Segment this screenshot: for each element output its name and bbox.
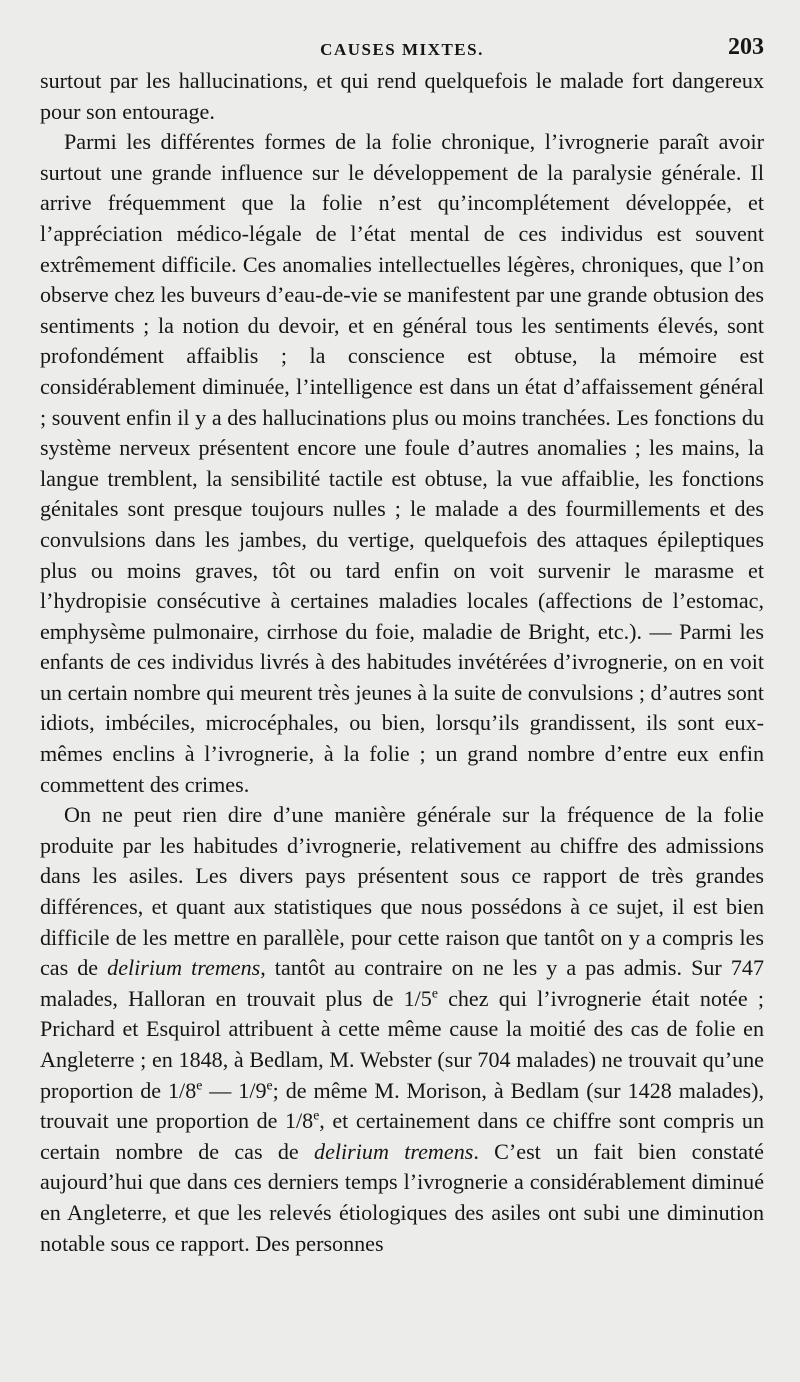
- paragraph: [40, 800, 764, 1259]
- page-number: 203: [728, 34, 764, 60]
- text-run: chez qui l’ivrognerie était notée ; Prichard et Esquirol attribuent à cette même cause la moitié des cas de folie en Angleterre ; en 1848, à Bedlam, M. Webster (sur 704 malades) ne trouvait qu’une proportion de 1/8: [40, 985, 764, 1103]
- text-run: , et certainement dans ce chiffre sont compris un certain nombre de cas de: [40, 1108, 764, 1164]
- text-run: ; de même M. Morison, à Bedlam (sur 1428 malades), trouvait une proportion de 1/8: [40, 1077, 764, 1134]
- paragraph: [40, 127, 764, 800]
- text-run: — 1/9: [202, 1077, 267, 1103]
- italic-term: delirium tremens: [107, 955, 261, 981]
- text-run: surtout par les hallucinations, et qui rend quelquefois le malade fort dangereux pour son entourage.: [40, 68, 764, 124]
- body-text: [40, 66, 764, 1259]
- text-run: Parmi les différentes formes de la folie chronique, l’ivrognerie paraît avoir surtout une grande influence sur le développement de la paralysie générale. Il arrive fréquemment que la folie n’est qu’incomplétement développée, et l’appréciation médico-légale de l’état mental de ces individus est souvent extrêmement difficile. Ces anomalies intellectuelles légères, chroniques, que l’on observe chez les buveurs d’eau-de-vie se manifestent par une grande obtusion des sentiments ; la notion du devoir, et en général tous les sentiments élevés, sont profondément affaiblis ; la conscience est obtuse, la mémoire est considérablement diminuée, l’intelligence est dans un état d’affaissement général ; souvent enfin il y a des hallucinations plus ou moins tranchées. Les fonctions du système nerveux présentent encore une foule d’autres anomalies ; les mains, la langue tremblent, la sensibilité tactile est obtuse, la vue affaiblie, les fonctions génitales sont presque toujours nulles ; le malade a des fourmillements et des convulsions dans les jambes, du vertige, quelquefois des attaques épileptiques plus ou moins graves, tôt ou tard enfin on voit survenir le marasme et l’hydropisie consécutive à certaines maladies locales (affections de l’estomac, emphysème pulmonaire, cirrhose du foie, maladie de Bright, etc.). — Parmi les enfants de ces individus livrés à des habitudes invétérées d’ivrognerie, on en voit un certain nombre qui meurent très jeunes à la suite de convulsions ; d’autres sont idiots, imbéciles, microcéphales, ou bien, lorsqu’ils grandissent, ils sont eux-mêmes enclins à l’ivrognerie, à la folie ; un grand nombre d’entre eux enfin commettent des crimes.: [40, 129, 764, 797]
- text-run: . C’est un fait bien constaté aujourd’hui que dans ces derniers temps l’ivrognerie a considérablement diminué en Angleterre, et que les relevés étiologiques des asiles ont subi une diminution notable sous ce rapport. Des personnes: [40, 1138, 764, 1256]
- text-run: , tantôt au contraire on ne les y a pas admis. Sur 747 malades, Halloran en trouvait plus de 1/5: [40, 955, 764, 1011]
- running-header: [40, 32, 764, 66]
- paragraph: [40, 66, 764, 127]
- ordinal-superscript: e: [196, 1077, 203, 1093]
- ordinal-superscript: e: [431, 985, 438, 1001]
- running-title: CAUSES MIXTES.: [320, 40, 484, 59]
- text-run: On ne peut rien dire d’une manière générale sur la fréquence de la folie produite par les habitudes d’ivrognerie, relativement au chiffre des admissions dans les asiles. Les divers pays présentent sous ce rapport de très grandes différences, et quant aux statistiques que nous possédons à ce sujet, il est bien difficile de les mettre en parallèle, pour cette raison que tantôt on y a compris les cas de: [40, 802, 764, 981]
- italic-term: delirium tremens: [314, 1138, 474, 1164]
- ordinal-superscript: e: [266, 1077, 273, 1093]
- ordinal-superscript: e: [313, 1107, 320, 1123]
